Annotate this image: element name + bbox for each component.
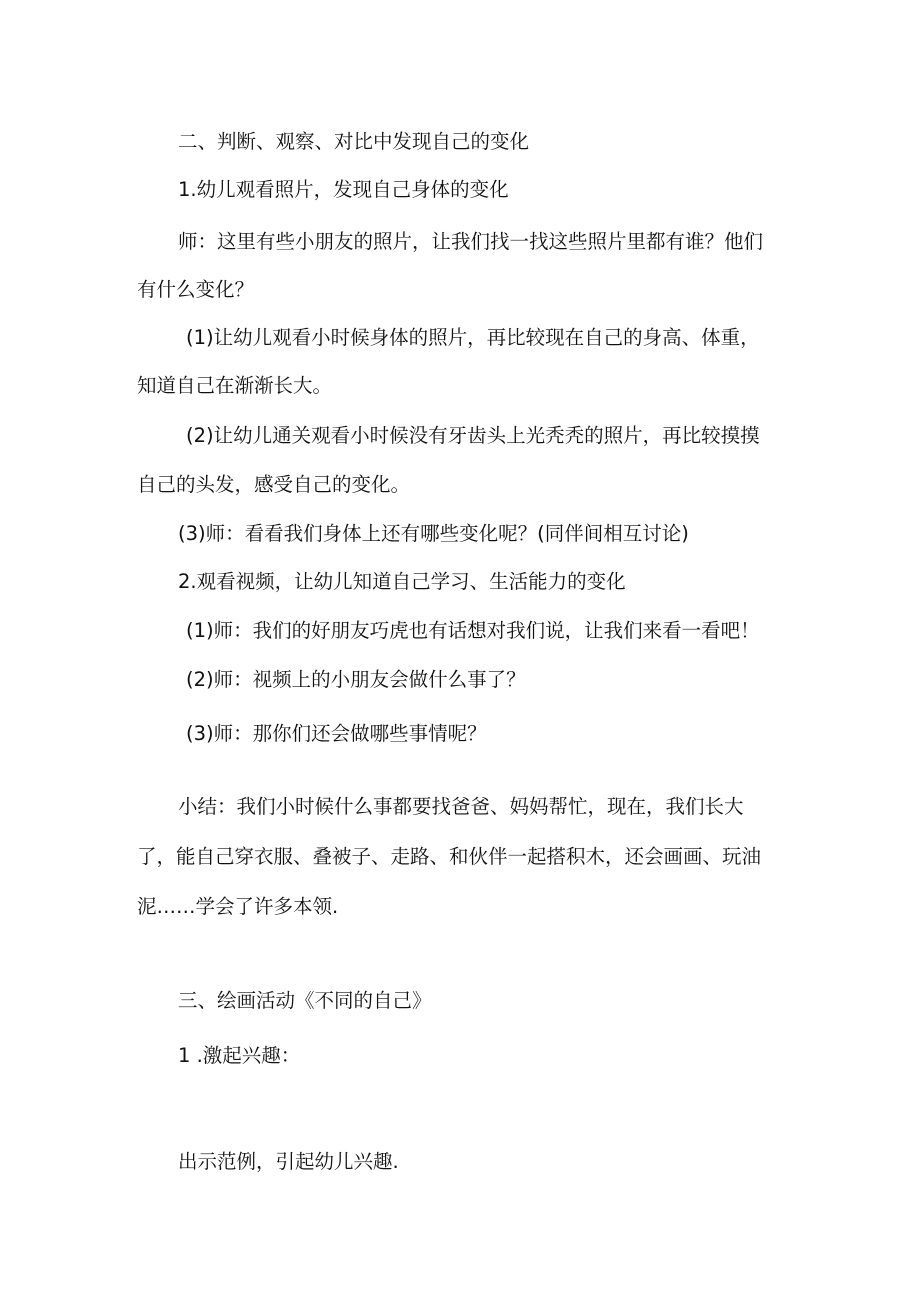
list-item-line: 知道自己在渐渐长大。 [137, 374, 333, 397]
list-item-line: 自己的头发，感受自己的变化。 [137, 473, 411, 496]
paragraph-line: 师：这里有些小朋友的照片，让我们找一找这些照片里都有谁？他们 [178, 230, 764, 253]
summary-line: 小结：我们小时候什么事都要找爸爸、妈妈帮忙，现在，我们长大 [178, 795, 744, 818]
section-heading-3: 三、绘画活动《不同的自己》 [178, 989, 432, 1012]
list-item-line: (3)师：看看我们身体上还有哪些变化呢？(同伴间相互讨论) [178, 522, 689, 545]
list-item-line: (2)让幼儿通关观看小时候没有牙齿头上光秃秃的照片，再比较摸摸 [186, 424, 760, 447]
subheading-2: 2.观看视频，让幼儿知道自己学习、生活能力的变化 [178, 570, 626, 593]
subheading-1: 1.幼儿观看照片，发现自己身体的变化 [178, 178, 509, 201]
summary-line: 了，能自己穿衣服、叠被子、走路、和伙伴一起搭积木，还会画画、玩油 [137, 845, 762, 868]
section-heading-2: 二、判断、观察、对比中发现自己的变化 [178, 130, 530, 153]
list-item-line: (3)师：那你们还会做哪些事情呢？ [186, 722, 487, 745]
subheading-3: 1 .激起兴趣： [178, 1044, 301, 1067]
list-item-line: (1)师：我们的好朋友巧虎也有话想对我们说，让我们来看一看吧！ [186, 619, 760, 642]
list-item-line: (1)让幼儿观看小时候身体的照片，再比较现在自己的身高、体重， [186, 326, 760, 349]
paragraph-line: 有什么变化？ [137, 278, 255, 301]
paragraph-line: 出示范例，引起幼儿兴趣. [178, 1150, 399, 1173]
summary-line: 泥……学会了许多本领. [137, 895, 339, 918]
list-item-line: (2)师：视频上的小朋友会做什么事了？ [186, 668, 526, 691]
